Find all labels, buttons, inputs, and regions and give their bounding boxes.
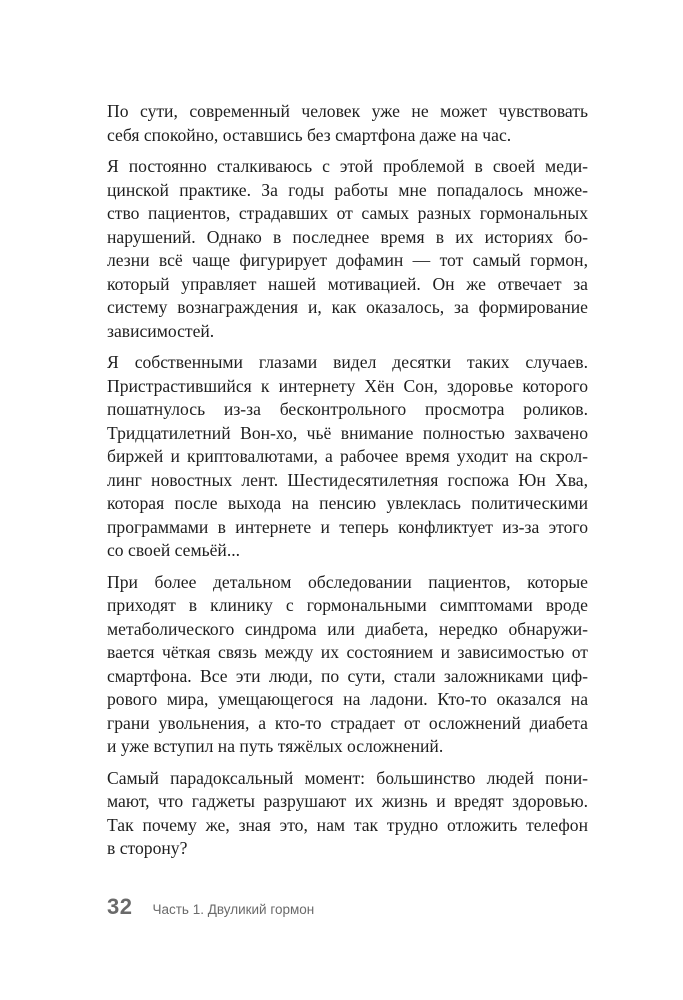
text-line: лезни всё чаще фигурирует дофамин — тот самый гормон, — [107, 250, 588, 270]
text-line: вается чёткая связь между их состоянием и зависимостью от — [107, 642, 588, 662]
text-line: биржей и криптовалютами, а рабочее время уходит на скрол- — [107, 446, 588, 466]
text-line: и уже вступил на путь тяжёлых осложнений. — [107, 736, 444, 756]
paragraph — [107, 155, 588, 343]
body-text — [107, 100, 588, 869]
page-footer — [107, 894, 314, 920]
paragraph — [107, 767, 588, 861]
text-line: Я собственными глазами видел десятки таких случаев. — [107, 352, 588, 372]
running-chapter-title: Часть 1. Двуликий гормон — [152, 902, 315, 917]
text-line: По сути, современный человек уже не может чувствовать — [107, 101, 588, 121]
text-line: которая после выхода на пенсию увлеклась политическими — [107, 493, 588, 513]
text-line: Самый парадоксальный момент: большинство людей пони- — [107, 767, 588, 788]
text-line: зависимостей. — [107, 320, 215, 341]
text-line: систему вознаграждения и, как оказалось, за формирование — [107, 297, 588, 317]
text-line: нарушений. Однако в последнее время в их историях бо- — [107, 226, 588, 247]
text-line: ство пациентов, страдавших от самых разных гормональных — [107, 203, 588, 223]
text-line: метаболического синдрома или диабета, нередко обнаружи- — [107, 618, 588, 639]
text-line: Пристрастившийся к интернету Хён Сон, здоровье которого — [107, 375, 588, 396]
text-line: себя спокойно, оставшись без смартфона даже на час. — [107, 124, 512, 145]
page-number: 32 — [107, 894, 133, 919]
text-line: пошатнулось из-за бесконтрольного просмотра роликов. — [107, 399, 588, 419]
text-line: рового мира, умещающегося на ладони. Кто-то оказался на — [107, 689, 588, 709]
paragraph — [107, 100, 588, 147]
text-line: который управляет нашей мотивацией. Он же отвечает за — [107, 273, 588, 294]
text-line: цинской практике. За годы работы мне попадалось множе- — [107, 179, 588, 200]
text-line: мают, что гаджеты разрушают их жизнь и вредят здоровью. — [107, 791, 588, 811]
paragraph — [107, 571, 588, 759]
text-line: При более детальном обследовании пациентов, которые — [107, 571, 588, 592]
text-line: Так почему же, зная это, нам так трудно отложить телефон — [107, 814, 588, 835]
text-line: Я постоянно сталкиваюсь с этой проблемой в своей меди- — [107, 156, 588, 176]
text-line: приходят в клинику с гормональными симптомами вроде — [107, 595, 588, 615]
text-line: смартфона. Все эти люди, по сути, стали заложниками циф- — [107, 665, 588, 686]
text-line: в сторону? — [107, 838, 188, 858]
text-line: программами в интернете и теперь конфликтует из-за этого — [107, 516, 588, 537]
paragraph — [107, 351, 588, 563]
text-line: со своей семьёй... — [107, 540, 241, 560]
text-line: грани увольнения, а кто-то страдает от осложнений диабета — [107, 712, 588, 733]
text-line: линг новостных лент. Шестидесятилетняя госпожа Юн Хва, — [107, 469, 588, 490]
text-line: Тридцатилетний Вон-хо, чьё внимание полностью захвачено — [107, 422, 588, 443]
